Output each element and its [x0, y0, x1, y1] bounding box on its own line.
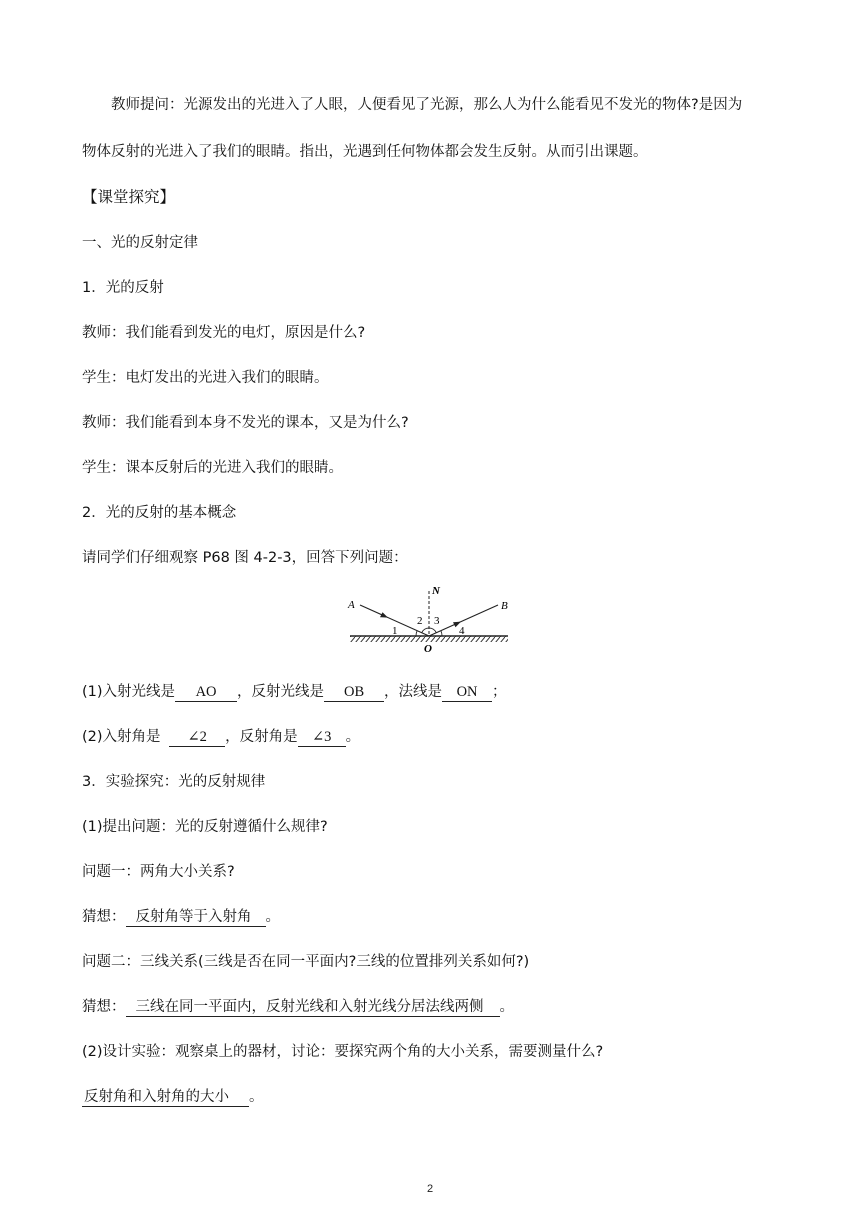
measure-end: 。 — [249, 1089, 264, 1105]
incident-arrow — [380, 612, 388, 617]
q2-mid: ，反射角是 — [225, 729, 298, 745]
design-experiment: (2)设计实验：观察桌上的器材，讨论：要探究两个角的大小关系，需要测量什么? — [82, 1044, 604, 1060]
q1-mid2: ，法线是 — [384, 684, 443, 700]
guess-1 — [82, 907, 280, 927]
label-B: B — [501, 600, 508, 612]
guess2-label: 猜想： — [82, 999, 126, 1015]
question-2 — [82, 727, 360, 747]
label-angle-2: 2 — [417, 615, 423, 627]
label-angle-1: 1 — [392, 625, 398, 637]
dialog-line-4: 学生：课本反射后的光进入我们的眼睛。 — [82, 460, 343, 476]
section-heading: 【课堂探究】 — [82, 188, 176, 206]
q2-prefix: (2)入射角是 — [82, 729, 166, 745]
reflection-figure — [340, 583, 520, 658]
page-number: 2 — [426, 1183, 434, 1195]
q2-end: 。 — [345, 729, 361, 745]
q2-answer-incident-angle: ∠2 — [169, 729, 225, 747]
angle-arc-4 — [441, 631, 442, 636]
q1-answer-reflected: OB — [324, 684, 384, 702]
observe-instruction: 请同学们仔细观察 P68 图 4-2-3，回答下列问题： — [82, 550, 408, 566]
measure-answer-line — [82, 1087, 264, 1107]
q1-answer-incident: AO — [175, 684, 237, 702]
guess1-label: 猜想： — [82, 909, 126, 925]
guess2-end: 。 — [499, 999, 514, 1015]
guess1-answer: 反射角等于入射角 — [126, 909, 266, 927]
raise-question: (1)提出问题：光的反射遵循什么规律? — [82, 819, 328, 835]
dialog-line-2: 学生：电灯发出的光进入我们的眼睛。 — [82, 370, 329, 386]
part1-heading: 一、光的反射定律 — [82, 235, 198, 251]
mirror-hatching — [350, 636, 508, 642]
label-O: O — [424, 643, 432, 655]
guess2-answer: 三线在同一平面内，反射光线和入射光线分居法线两侧 — [126, 999, 500, 1017]
question-1 — [82, 682, 507, 702]
angle-arc-3 — [429, 628, 436, 633]
angle-arc-2 — [422, 628, 429, 633]
intro-line-1: 教师提问：光源发出的光进入了人眼，人便看见了光源，那么人为什么能看见不发光的物体?是因为 — [111, 97, 743, 113]
label-angle-4: 4 — [459, 625, 465, 637]
question-two: 问题二：三线关系(三线是否在同一平面内?三线的位置排列关系如何?) — [82, 954, 530, 970]
q1-end: ； — [492, 684, 507, 700]
label-angle-3: 3 — [434, 615, 440, 627]
angle-arc-1 — [416, 631, 417, 636]
guess-2 — [82, 997, 514, 1017]
q2-answer-reflected-angle: ∠3 — [298, 729, 346, 747]
sub3-heading: 3．实验探究：光的反射规律 — [82, 774, 266, 790]
question-one: 问题一：两角大小关系? — [82, 864, 235, 880]
q1-answer-normal: ON — [442, 684, 492, 702]
dialog-line-3: 教师：我们能看到本身不发光的课本，又是为什么? — [82, 415, 409, 431]
guess1-end: 。 — [265, 909, 280, 925]
dialog-line-1: 教师：我们能看到发光的电灯，原因是什么? — [82, 325, 366, 341]
q1-prefix: (1)入射光线是 — [82, 684, 176, 700]
sub2-heading: 2．光的反射的基本概念 — [82, 505, 237, 521]
label-A: A — [348, 599, 355, 611]
q1-mid1: ，反射光线是 — [237, 684, 325, 700]
measure-answer: 反射角和入射角的大小 — [82, 1089, 249, 1107]
sub1-heading: 1．光的反射 — [82, 280, 164, 296]
intro-line-2: 物体反射的光进入了我们的眼睛。指出，光遇到任何物体都会发生反射。从而引出课题。 — [82, 144, 648, 160]
label-N: N — [432, 585, 440, 597]
